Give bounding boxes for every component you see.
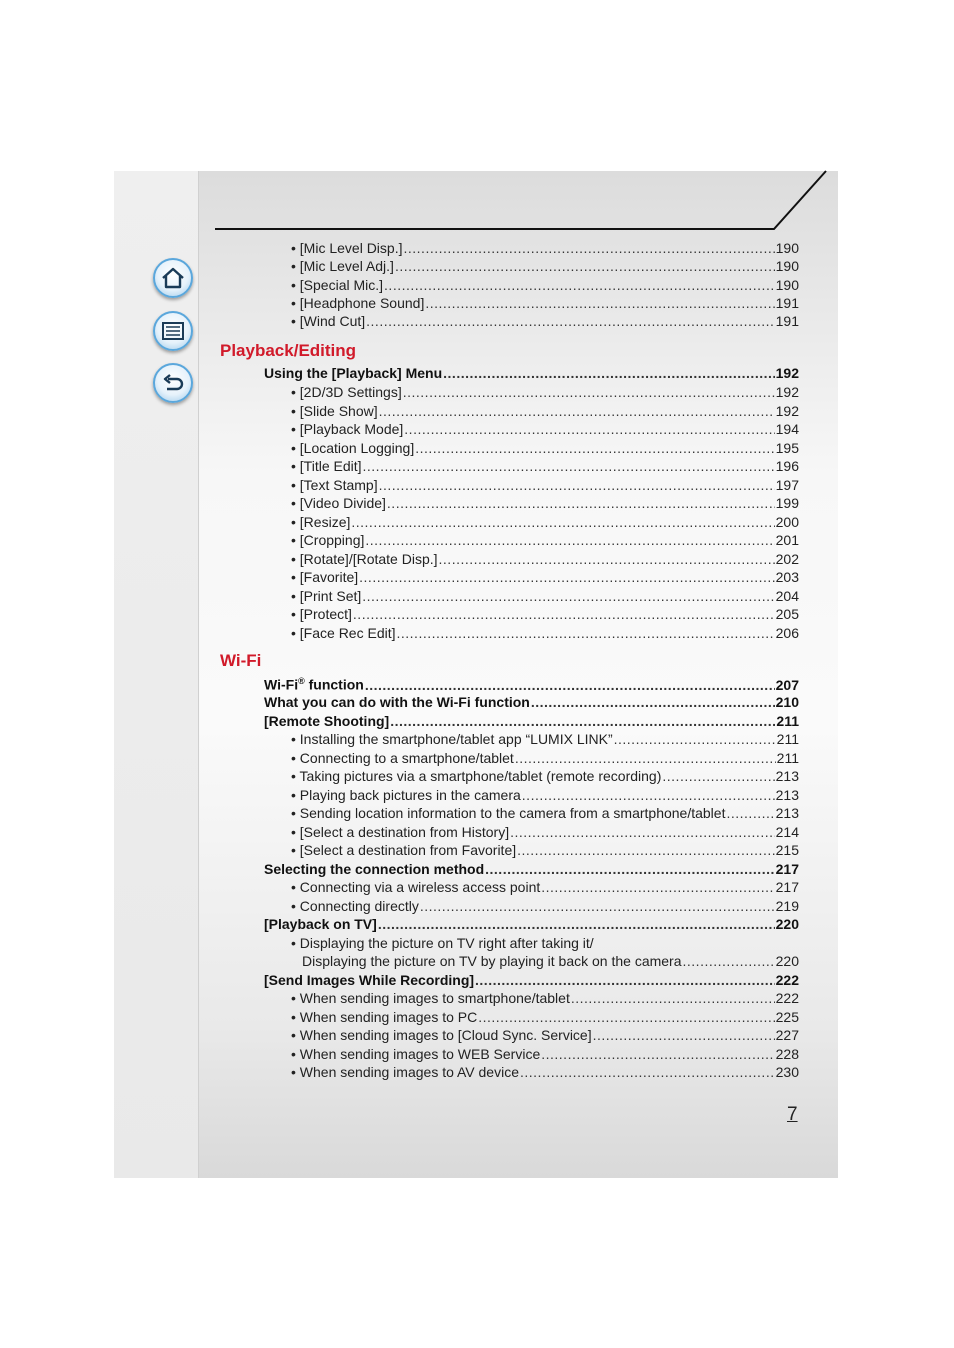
dot-leader: [415, 440, 774, 456]
dot-leader: [614, 731, 776, 747]
toc-item[interactable]: [0, 787, 954, 805]
toc-item[interactable]: [0, 551, 954, 569]
toc-item-label: • [Wind Cut]: [291, 313, 366, 329]
toc-item-page: 195: [775, 439, 799, 456]
dot-leader: [662, 768, 774, 784]
dot-leader: [365, 677, 775, 693]
toc-item-page: 205: [775, 606, 799, 622]
toc-entry-page: 210: [775, 694, 799, 710]
toc-item[interactable]: [0, 824, 954, 842]
dot-leader: [404, 240, 775, 256]
toc-item-page: 215: [775, 842, 799, 858]
toc-item[interactable]: [0, 440, 954, 458]
dot-leader: [485, 861, 775, 877]
toc-item-page: 192: [775, 402, 799, 419]
toc-item-page: 211: [776, 731, 799, 747]
toc-item-label: • [Rotate]/[Rotate Disp.]: [291, 550, 438, 567]
section-heading-wifi: Wi-Fi: [220, 651, 262, 670]
toc-entry-label: Selecting the connection method: [264, 861, 485, 877]
toc-item-page: 206: [775, 624, 799, 641]
toc-item[interactable]: [0, 532, 954, 550]
toc-item[interactable]: [0, 384, 954, 402]
dot-leader: [515, 750, 776, 766]
toc-item[interactable]: [0, 277, 954, 295]
toc-item-page: 230: [775, 1064, 799, 1080]
dot-leader: [531, 694, 775, 710]
toc-item-label: • When sending images to AV device: [291, 1064, 519, 1080]
toc-item-label: • [Resize]: [291, 513, 351, 530]
toc-item-label: • [Text Stamp]: [291, 476, 378, 493]
toc-item-label: • Sending location information to the camera from a smartphone/tablet: [291, 805, 726, 821]
toc-entry-page: 211: [776, 713, 799, 729]
toc-item[interactable]: [0, 240, 954, 258]
toc-item-page: 190: [775, 258, 799, 274]
wifi-label: Wi-Fi: [264, 676, 299, 693]
toc-item-page: 196: [775, 458, 799, 474]
toc-item-label: • Installing the smartphone/tablet app “LUMIX LINK”: [291, 731, 613, 747]
toc-entry-page: 192: [775, 365, 799, 381]
toc-item-label: • [Select a destination from History]: [291, 823, 510, 840]
toc-entry[interactable]: [0, 694, 954, 712]
dot-leader: [366, 313, 774, 329]
toc-item[interactable]: [0, 313, 954, 331]
toc-item-label: • [Face Rec Edit]: [291, 624, 396, 641]
toc-entry[interactable]: [0, 365, 954, 383]
toc-item-page: 192: [775, 384, 799, 400]
toc-item-label: • [Select a destination from Favorite]: [291, 842, 517, 858]
toc-item[interactable]: [0, 1009, 954, 1027]
toc-item-label: • [Video Divide]: [291, 495, 386, 511]
toc-entry-label: Using the [Playback] Menu: [264, 365, 443, 381]
dot-leader: [478, 1009, 774, 1025]
toc-entry-page: 222: [775, 972, 799, 988]
toc-item-page: 197: [775, 476, 799, 493]
dot-leader: [726, 805, 774, 821]
dot-leader: [683, 953, 775, 969]
toc-item-page: 194: [775, 421, 799, 437]
page-number: 7: [787, 1104, 798, 1125]
toc-item-label: • When sending images to WEB Service: [291, 1045, 541, 1062]
dot-leader: [541, 879, 774, 895]
dot-leader: [520, 1064, 775, 1080]
toc-item-page: 190: [775, 277, 799, 293]
toc-item-label: • [Print Set]: [291, 587, 362, 604]
toc-entry-page: 217: [775, 861, 799, 877]
dot-leader: [353, 606, 775, 622]
toc-item[interactable]: [0, 731, 954, 749]
dot-leader: [593, 1027, 775, 1043]
toc-item[interactable]: [0, 421, 954, 439]
toc-item-label: • [Special Mic.]: [291, 277, 384, 293]
toc-item-label: • [Cropping]: [291, 532, 365, 548]
toc-entry-label: [Remote Shooting]: [264, 713, 390, 729]
dot-leader: [362, 588, 774, 604]
dot-leader: [439, 551, 775, 567]
dot-leader: [541, 1046, 774, 1062]
toc-item-page: 213: [775, 786, 799, 803]
toc-item-label: • Connecting directly: [291, 897, 419, 914]
dot-leader: [420, 898, 775, 914]
toc-item-label: • [Protect]: [291, 606, 352, 622]
toc-item[interactable]: [0, 990, 954, 1008]
section-heading-playback: Playback/Editing: [220, 341, 357, 360]
dot-leader: [359, 569, 774, 585]
toc-item-label-line1: • Displaying the picture on TV right after taking it/: [291, 935, 594, 951]
toc-item[interactable]: [0, 953, 954, 971]
toc-item[interactable]: [0, 477, 954, 495]
toc-item-label: • [2D/3D Settings]: [291, 384, 402, 400]
toc-item[interactable]: [0, 588, 954, 606]
toc-item-page: 191: [775, 295, 799, 311]
toc-item[interactable]: [0, 403, 954, 421]
toc-item-page: 213: [775, 768, 799, 784]
toc-item-page: 201: [775, 532, 799, 548]
toc-item[interactable]: [0, 458, 954, 476]
dot-leader: [404, 421, 774, 437]
toc-item-label: • [Mic Level Adj.]: [291, 258, 394, 274]
toc-entry-page: 207: [775, 676, 799, 693]
toc-entry[interactable]: [0, 916, 954, 934]
toc-item[interactable]: [0, 842, 954, 860]
toc-item-label: • [Playback Mode]: [291, 421, 404, 437]
toc-item-page: 214: [775, 823, 799, 840]
dot-leader: [571, 990, 775, 1006]
toc-entry[interactable]: [0, 972, 954, 990]
toc-entry-label: What you can do with the Wi-Fi function: [264, 694, 530, 710]
toc-item-label: • Playing back pictures in the camera: [291, 786, 521, 803]
toc-item-page: 190: [775, 240, 799, 256]
toc-item[interactable]: [0, 879, 954, 897]
toc-entry-page: 220: [775, 916, 799, 932]
function-label: function: [304, 676, 364, 693]
toc-item[interactable]: [0, 295, 954, 313]
toc-item-label: • Connecting via a wireless access point: [291, 879, 541, 895]
toc-item[interactable]: [0, 768, 954, 786]
dot-leader: [517, 842, 775, 858]
toc-item-label: • Connecting to a smartphone/tablet: [291, 749, 514, 766]
toc-item-page: 191: [775, 313, 799, 329]
toc-entry[interactable]: [0, 861, 954, 879]
toc-item-page: 217: [775, 879, 799, 895]
toc-item-page: 202: [775, 550, 799, 567]
toc-item[interactable]: [0, 258, 954, 276]
toc-item-label: • [Slide Show]: [291, 402, 378, 419]
toc-item-label: • [Headphone Sound]: [291, 295, 425, 311]
toc-item-page: 219: [775, 897, 799, 914]
toc-item[interactable]: [0, 1046, 954, 1064]
toc-item-label: • [Mic Level Disp.]: [291, 240, 403, 256]
toc-entry[interactable]: [0, 713, 954, 731]
dot-leader: [384, 277, 775, 293]
registered-mark: ®: [298, 676, 305, 686]
dot-leader: [363, 458, 775, 474]
dot-leader: [510, 824, 775, 840]
toc-item-page: 203: [775, 569, 799, 585]
toc-entry-label: [264, 676, 364, 693]
toc-item[interactable]: [0, 898, 954, 916]
dot-leader: [379, 403, 775, 419]
toc-item-page: 213: [775, 805, 799, 821]
toc-item-label: • When sending images to smartphone/tablet: [291, 990, 570, 1006]
toc-item-label: • [Title Edit]: [291, 458, 362, 474]
toc-item[interactable]: [0, 606, 954, 624]
toc-item[interactable]: [0, 805, 954, 823]
toc-item-page: 227: [775, 1027, 799, 1043]
toc-item-page: 199: [775, 495, 799, 511]
dot-leader: [522, 787, 775, 803]
toc-item[interactable]: [0, 569, 954, 587]
toc-entry-label: [Playback on TV]: [264, 916, 377, 932]
toc-item-page: 204: [775, 587, 799, 604]
toc-item-page: 200: [775, 513, 799, 530]
toc-item[interactable]: [0, 1027, 954, 1045]
toc-item-label: • Taking pictures via a smartphone/tablet (remote recording): [291, 768, 662, 784]
toc-item-page: 211: [776, 749, 799, 766]
dot-leader: [351, 514, 774, 530]
toc-entry[interactable]: [0, 676, 954, 694]
toc-item-page: 228: [775, 1045, 799, 1062]
header-rule: [0, 0, 954, 240]
toc-item-page: 225: [775, 1008, 799, 1025]
toc-item[interactable]: [0, 1064, 954, 1082]
dot-leader: [425, 295, 774, 311]
toc-item-label-line2: Displaying the picture on TV by playing it back on the camera: [302, 953, 682, 969]
toc-item[interactable]: [0, 495, 954, 513]
dot-leader: [390, 713, 775, 729]
toc-item[interactable]: [0, 514, 954, 532]
dot-leader: [378, 916, 775, 932]
dot-leader: [403, 384, 775, 400]
dot-leader: [379, 477, 775, 493]
toc-entry-label: [Send Images While Recording]: [264, 972, 475, 988]
dot-leader: [475, 972, 775, 988]
toc-item-label: • [Location Logging]: [291, 439, 415, 456]
toc-item-page: 220: [775, 953, 799, 969]
toc-item-label: • [Favorite]: [291, 569, 359, 585]
toc-item-label: • When sending images to [Cloud Sync. Service]: [291, 1027, 592, 1043]
dot-leader: [395, 258, 775, 274]
dot-leader: [397, 625, 775, 641]
dot-leader: [443, 365, 774, 381]
toc-item[interactable]: [0, 750, 954, 768]
toc-item-label: • When sending images to PC: [291, 1008, 478, 1025]
toc-item[interactable]: [0, 625, 954, 643]
dot-leader: [365, 532, 774, 548]
toc-item-page: 222: [775, 990, 799, 1006]
dot-leader: [387, 495, 775, 511]
